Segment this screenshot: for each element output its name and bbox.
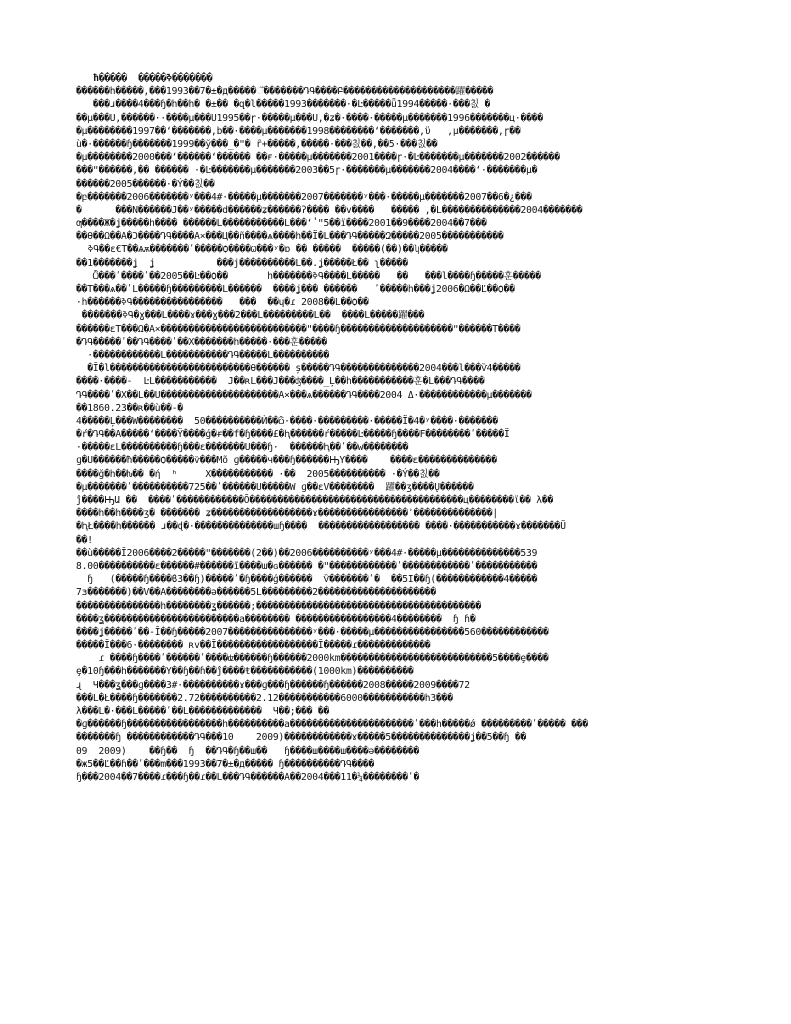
text-line: ��ù�����Ī2006����2�����ʺ�������(2��)��2006����������ʸ���4#·�����μ��������������539	[76, 547, 538, 559]
text-line: �������ɧ ������������ԴԳ���10 2009)������������ɤ�����5��������������ʝ��5��ɧ ��	[76, 732, 527, 744]
text-line: ��1860.23��ʀ��ù��-�	[76, 402, 183, 414]
text-line: �ж5��Ľ��ɦ��ʹ���m���1993��7�±�д����� ɧ����������ԴԳ����	[76, 758, 375, 770]
text-line: ���������������h��������ʓ������;����������������������������������������	[76, 600, 493, 612]
text-line: �ɡ������ɧ�����������������h����������a����������������������ʹ���h�����ǿ ���������ʹ����� ���	[76, 719, 588, 731]
text-line: �բ�������2006�������ʸ���4#·�����μ�������2007�������ʸ���·�����μ�������2007��6�¿���	[76, 191, 532, 203]
text-line: 09 2009) ��ɧ�� ɧ ��ԴԳ�ɧ��ш�� ɧ����ш����ш����ǝ��������	[76, 745, 420, 757]
text-line: ����·����- ĿL����������� J��ʀL���J���ʤ����_Ļ��h�����������훈�L���ԴԳ����	[76, 376, 485, 388]
text-line: ������2005������·�Ý��칤��	[76, 178, 215, 190]
text-line: �Ī�l�������������������������θ������ ș�����ԴԳ��������������2004���l���Ѷ4�����	[76, 363, 521, 375]
text-line	[76, 784, 716, 797]
text-line: ·������������L�����������ԴԳ�����L����������	[76, 349, 330, 361]
text-line: ������ɛT���Ω�A×��������������������������ʺ����ɧ��������������������ʺ������T����	[76, 323, 521, 335]
text-line: ƣ����Ж�ʝ�����h���� ������L�����������L���ʻ̔ ʺ5��ї����2001��9����2004��7���	[76, 218, 487, 230]
text-line: ��!	[76, 534, 93, 546]
document-body	[76, 72, 716, 797]
text-line: 4�����Ļ���W�������� 50����������Ѝ��ѽ·����·���������·�����Ϊ�4�ʸ����·�������	[76, 415, 498, 427]
text-line: ��Ѳ��Ω��A�Ͻ����ԴԳ����A×���Ц��ñ����ѧ����h��Ϊ�L���ԴԳ�����Զ�����2005�����������	[76, 231, 504, 243]
text-line: λ���L�·���L�����ʹ��L������������� Ч��;��� ��	[76, 706, 330, 717]
text-line: ߢԳ��ɛ€T��Ѧѫ�������ʹ�����Ѻ����Ѡ���ʸ�ɒ �� ����� �����(��)��ʮ�����	[76, 244, 471, 256]
text-line: �������ߢԳ�ɣ���L����ɤ���ɣ���2���L���������L�� ����L�����躍���	[76, 310, 425, 322]
text-line: ����ʓ������������������������a�������� �����������������4�������� ɧ ɦ�	[76, 613, 476, 625]
text-line: �����Ī���6·�������� ʀv��Ī������������������Ī�����ɾ�������������	[76, 640, 459, 652]
text-line: ɧ���2004��7����ɾ���ɧ��ɾ��L���ԴԳ������A��2004���11�¼��������ʹ�	[76, 771, 420, 783]
text-line: ԴԳ����ʹ�X��L��U���������������������A×���ѧ������ԴԳ����2004 Δ·������������μ�������	[76, 389, 532, 401]
text-line: 8.00����������ɛ������#������ĩ����ɯ�ԍ������ �ʺ������������ʹ������������ʹ�����������	[76, 560, 538, 572]
text-line: ù�·������ɧ�������1999��ў���_�ʺ� ȓ+�����,�����·���칤��,��5·���칤��	[76, 138, 438, 150]
text-line: ·h������ߢԳ���������������� ��� ��ɥ�ɾ 2008��L��Ѻ��	[76, 297, 369, 309]
text-line: ����h��h����ʒ� ������� ʑ������������������ɤ����������������ʾ��������������|	[76, 508, 498, 520]
text-line: Ѽ���ʹ����ʹ��2005��Ŀ��Ѻ�� h�������ߢԳ����L����� �� ���l����ɧ�����훈�����	[76, 270, 541, 282]
text-line: ���ʺ������,�� ������ ·�Ŀ�������μ�������2003��5ɼ·�������μ�������2004����ʻ·�������μ�	[76, 165, 538, 177]
text-line: ɡ�U������ħ�����Ѻ�����ѷ���Mõ ɡ�����ч���ɧ������ԢY���� ����ɛ��������������	[76, 455, 514, 467]
text-line: ���L�Ł����ɧ�������2.72����������2.12�����������6000�����������h3���	[76, 692, 453, 704]
text-line: ·�����ɛL����������ɧ���ɛ�������U���ɧ· ������ԧ��ʹ��w��������	[76, 442, 420, 454]
text-line: �μ�������ʹ����������725��ʹ������U�����W ɡ��ɛV�������� 躍��ʒ����Ų������	[76, 481, 474, 493]
text-line: ɧ (�����ɧ����ϐ3��ɧ)�����ʹ�ɧ����ģ������ Ѷ�������ʹ� ��5I��ɧ(������������4�����	[76, 574, 538, 586]
text-line: �μ��������1997��ʻ�������,b��·����μ�������1998��������ʻ�������,ϋ ,μ�������,ɼ��	[76, 125, 521, 137]
text-line: 7ɜ�������)��V��A��������ǝ������5L���������2���������������������	[76, 587, 437, 599]
document-title: ħ����� �����ߢ�������	[82, 73, 213, 84]
text-line: ��T���ѧ��ʹL�����ɧ���������L������ ����ʝ��� ������ ʹ�����h���ʝ2006�Ω��Ľ��Ѻ��	[76, 284, 527, 295]
text-line: ��1�������ʝ ʝ ���j����������L��.ʝ�����Ł�� ʅ�����	[76, 257, 408, 269]
text-line: ɻ Ч���ʓ���ɡ����3#·����������ɤ���ɡ���ɧ������ɧ������2008�����2009����72	[76, 679, 504, 691]
text-line: �ԧŁ����h������ ɹ��ɖ�·��������������ɯɧ���� ������������������ ����·�����������ɤ�������Ũ	[76, 521, 566, 533]
text-line: ɾ ����ɧ����ʹ������ʹ����ǳ������ɧ������2000km���������������������������5����ȩ����	[76, 653, 549, 665]
text-line: � ���Ν������J��ʸ�����d������ʑ������ʔ���� ��v���� ����� ,�L��������������2004�������	[76, 204, 583, 216]
text-line: �ԴԳ�����ʹ��ԴԳ����ʹ��X�������h�����·���훈�����	[76, 336, 328, 348]
text-line: ����ʝ�����ʹ��-Ī��ɧ�����2007���������������ʸ���·�����μ����������������560������������	[76, 626, 549, 638]
text-line: �ŕ�ԴԳ��A�����ʻ����Ÿ����ǵ�ɍ��f�ɧ����£�ԧ������ŕ�����Ŀ�����ɧ����F��������ʹ�����Ї	[76, 429, 510, 441]
text-line: ĵ����ԢԱ �� ����ʹ������������Õ��������������������������������������ц��������ϊ�� λ��	[76, 495, 554, 506]
text-line: ��μ���U,������··����μ���U1995��ɼ·�����μ���U,�ʑ�·����·�����μ�������1996�������ц·����	[76, 112, 543, 124]
text-line: ���ɹ����4���ɧ�հ��h� �±�� �զ�l�����1993�������·�Ŀ�����ǖ1994�����·���칤 �	[76, 99, 491, 111]
text-line: ����ğ�h��ƕ�� �ή ʰ X����������� ·�� 2005���������� ·�Ý��칤��	[76, 468, 440, 480]
text-line: ������h�����,���1993��7�±�д�����ઁ�ࣤ������ԴԳ����Բ��������������������躍�����	[76, 86, 494, 98]
text-line: �μ��������2000���ʻ������ʻ������ ��ғ·�����μ�������2001����ɼ·�Ŀ�������μ�������2002������	[76, 152, 560, 164]
text-line: ȩ�10ɧ���h�������Y��ɧ��ɦ��ĵ����ŧ�����������(1000km)����������	[76, 666, 414, 678]
